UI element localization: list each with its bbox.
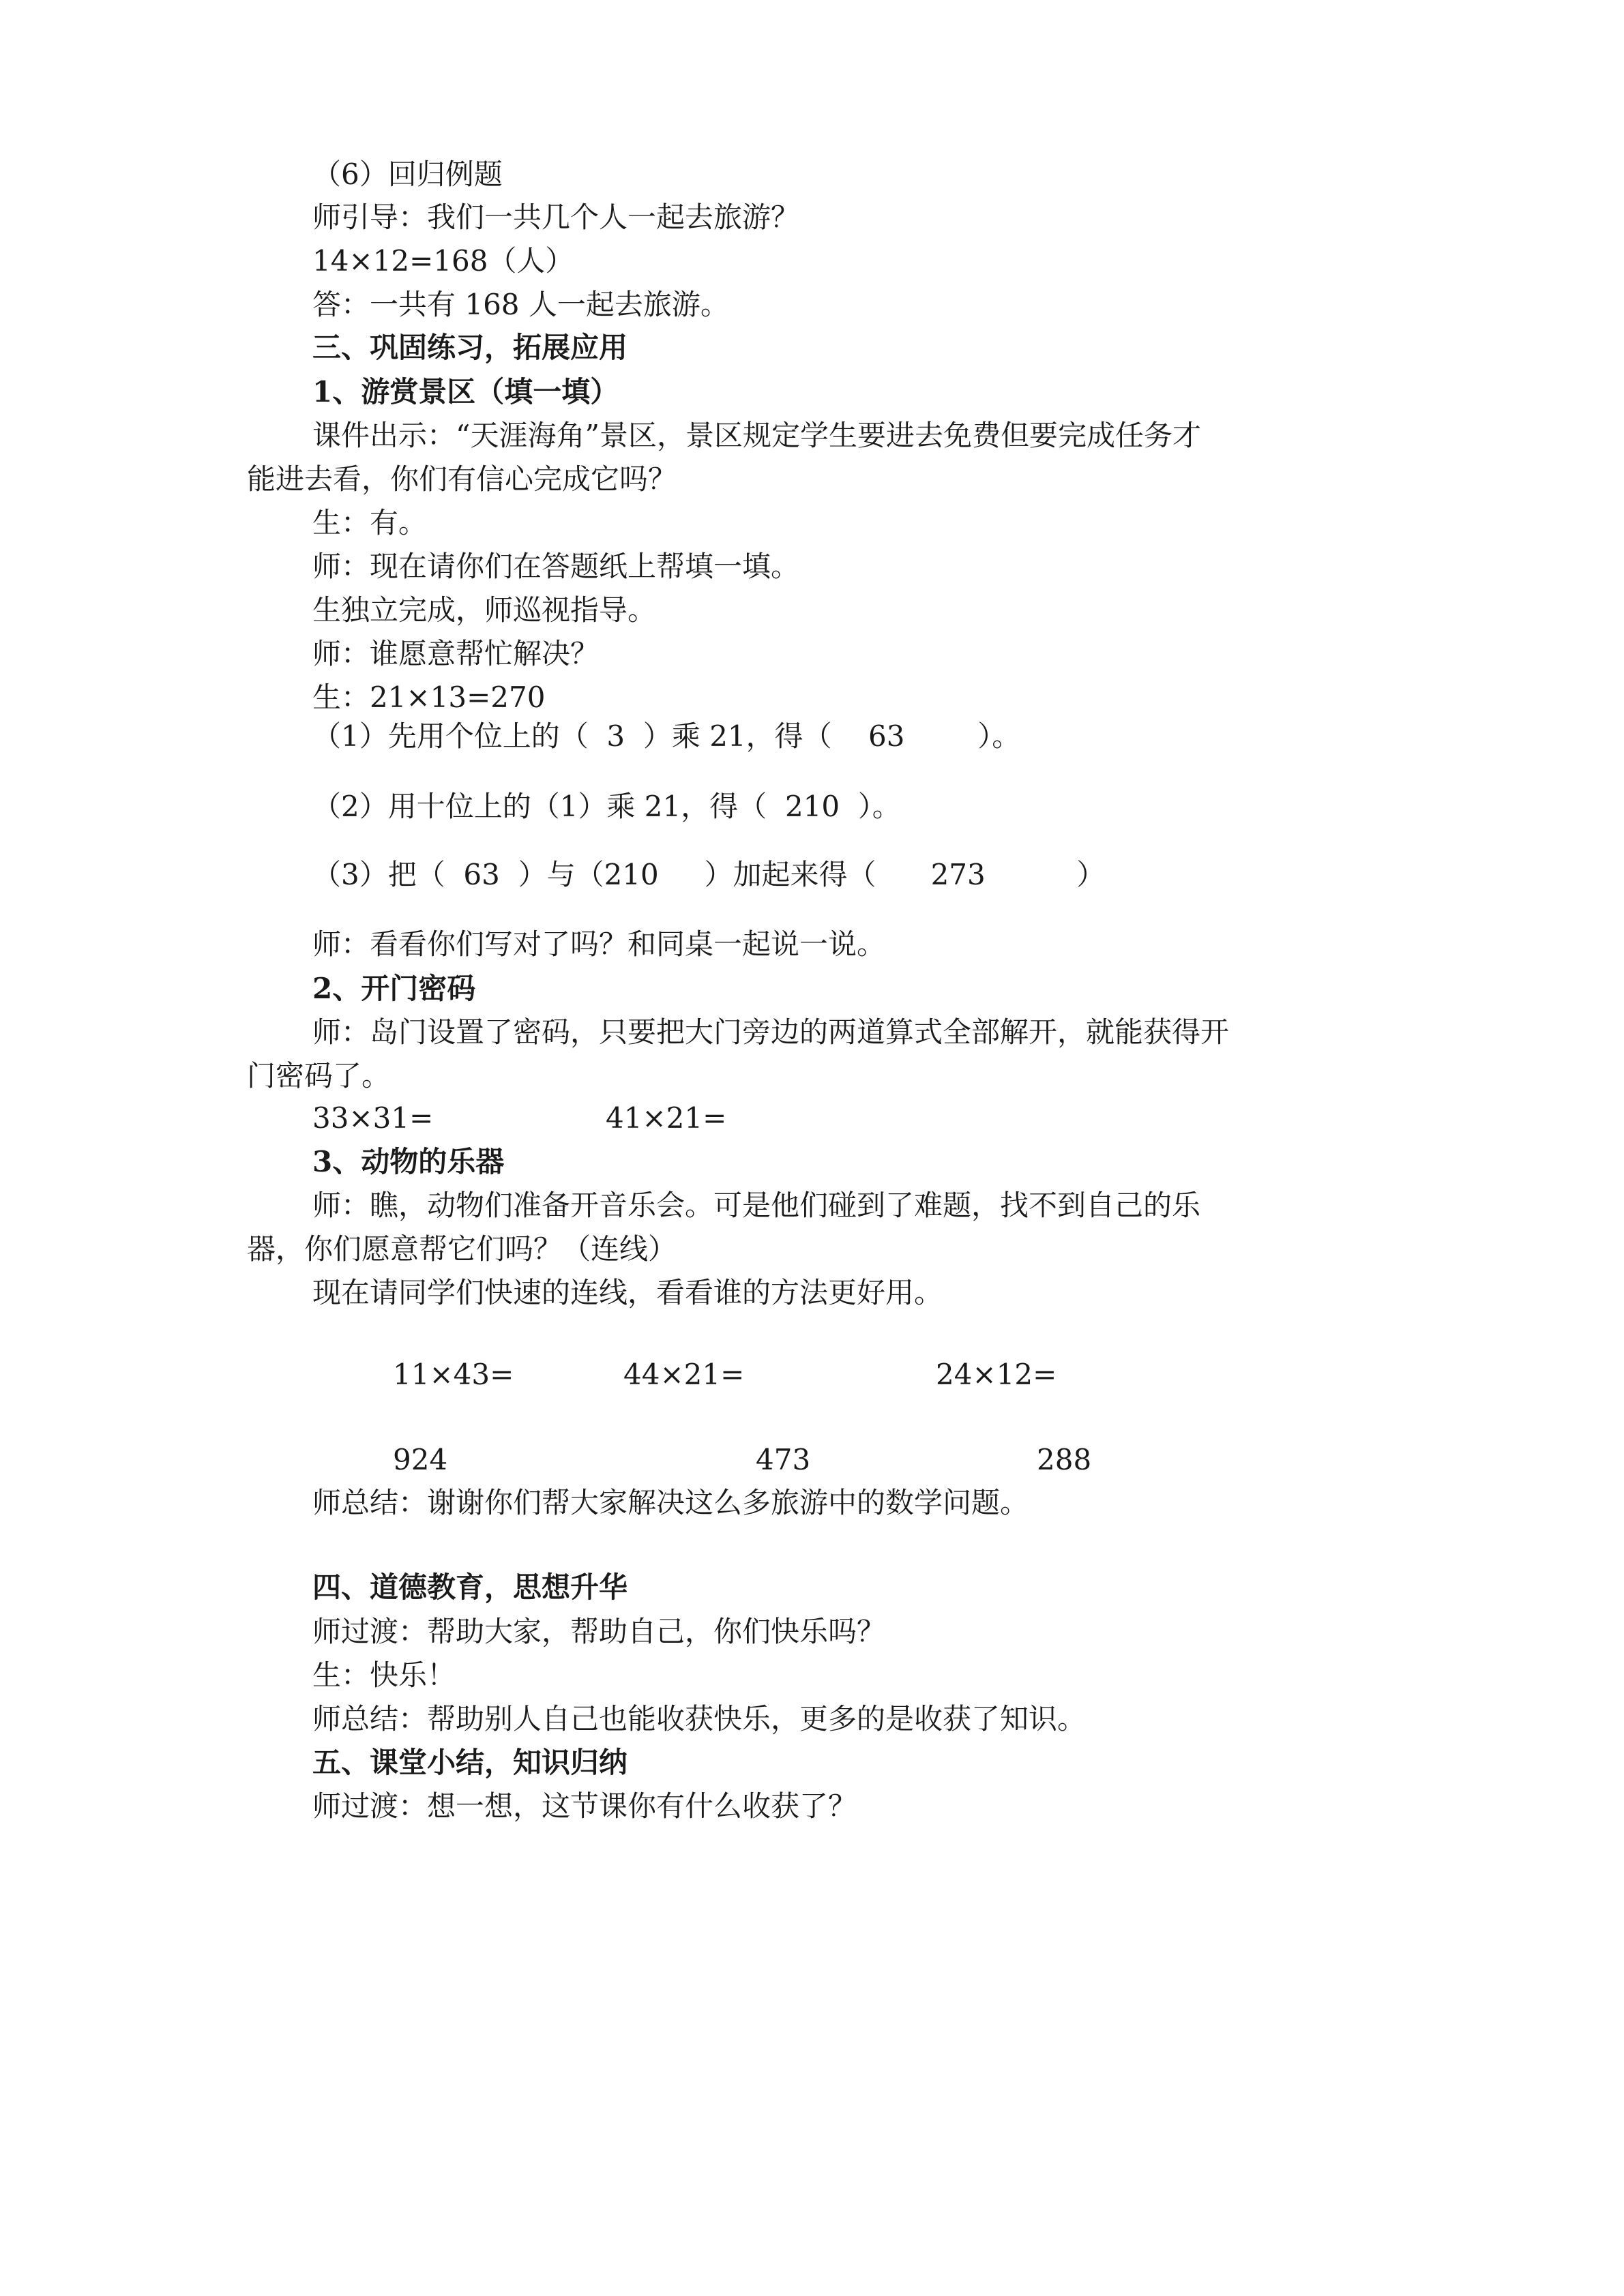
teacher-summary-travel: 师总结：谢谢你们帮大家解决这么多旅游中的数学问题。 bbox=[312, 1486, 1029, 1519]
equation-line: 14×12=168（人） bbox=[312, 244, 574, 278]
instruments-line-1: 师：瞧，动物们准备开音乐会。可是他们碰到了难题，找不到自己的乐 bbox=[312, 1189, 1201, 1222]
matching-answer-3: 288 bbox=[1037, 1443, 1092, 1476]
subsection-return-example: （6）回归例题 bbox=[312, 158, 503, 191]
matching-answers bbox=[0, 1441, 1624, 1479]
student-independent: 生独立完成，师巡视指导。 bbox=[312, 593, 657, 627]
subheading-scenic-area: 1、游赏景区（填一填） bbox=[312, 375, 619, 408]
courseware-line-1: 课件出示：“天涯海角”景区，景区规定学生要进去免费但要完成任务才 bbox=[312, 419, 1201, 452]
teacher-transition-reflect: 师过渡：想一想，这节课你有什么收获了？ bbox=[312, 1789, 857, 1823]
section-heading-4: 四、道德教育，思想升华 bbox=[312, 1570, 628, 1604]
student-reply-yes: 生：有。 bbox=[312, 506, 428, 539]
section-heading-5: 五、课堂小结，知识归纳 bbox=[312, 1746, 628, 1779]
matching-expressions bbox=[0, 1356, 1624, 1394]
teacher-guide-question: 师引导：我们一共几个人一起去旅游？ bbox=[312, 200, 800, 234]
student-equation: 生：21×13=270 bbox=[312, 681, 546, 714]
section-heading-3: 三、巩固练习，拓展应用 bbox=[312, 331, 628, 364]
password-line-1: 师：岛门设置了密码，只要把大门旁边的两道算式全部解开，就能获得开 bbox=[312, 1015, 1230, 1049]
teacher-transition-happy: 师过渡：帮助大家，帮助自己，你们快乐吗？ bbox=[312, 1615, 886, 1648]
matching-expression-3: 24×12= bbox=[936, 1358, 1057, 1391]
fill-step-1: （1）先用个位上的（ 3 ）乘 21，得（ 63 ）。 bbox=[312, 719, 1021, 753]
password-exercise-1: 33×31= bbox=[312, 1101, 434, 1135]
answer-line: 答：一共有 168 人一起去旅游。 bbox=[312, 288, 729, 321]
courseware-line-2: 能进去看，你们有信心完成它吗？ bbox=[247, 462, 677, 496]
teacher-check: 师：看看你们写对了吗？和同桌一起说一说。 bbox=[312, 927, 886, 961]
matching-expression-1: 11×43= bbox=[393, 1358, 514, 1391]
quick-matching-instruction: 现在请同学们快速的连线，看看谁的方法更好用。 bbox=[312, 1276, 943, 1309]
student-reply-happy: 生：快乐！ bbox=[312, 1658, 456, 1692]
matching-expression-2: 44×21= bbox=[623, 1358, 745, 1391]
teacher-who-helps: 师：谁愿意帮忙解决？ bbox=[312, 637, 600, 670]
subheading-animal-instruments: 3、动物的乐器 bbox=[312, 1145, 505, 1178]
teacher-summary-helping: 师总结：帮助别人自己也能收获快乐，更多的是收获了知识。 bbox=[312, 1702, 1087, 1735]
instruments-line-2: 器，你们愿意帮它们吗？（连线） bbox=[247, 1232, 677, 1266]
subheading-door-password: 2、开门密码 bbox=[312, 972, 476, 1005]
teacher-instruction: 师：现在请你们在答题纸上帮填一填。 bbox=[312, 550, 800, 583]
matching-answer-1: 924 bbox=[393, 1443, 448, 1476]
fill-step-3: （3）把（ 63 ）与（210 ）加起来得（ 273 ） bbox=[312, 858, 1106, 891]
fill-step-2: （2）用十位上的（1）乘 21，得（ 210 ）。 bbox=[312, 790, 901, 823]
password-line-2: 门密码了。 bbox=[247, 1059, 391, 1092]
password-exercises bbox=[0, 1099, 1624, 1137]
matching-answer-2: 473 bbox=[756, 1443, 811, 1476]
password-exercise-2: 41×21= bbox=[606, 1101, 727, 1135]
